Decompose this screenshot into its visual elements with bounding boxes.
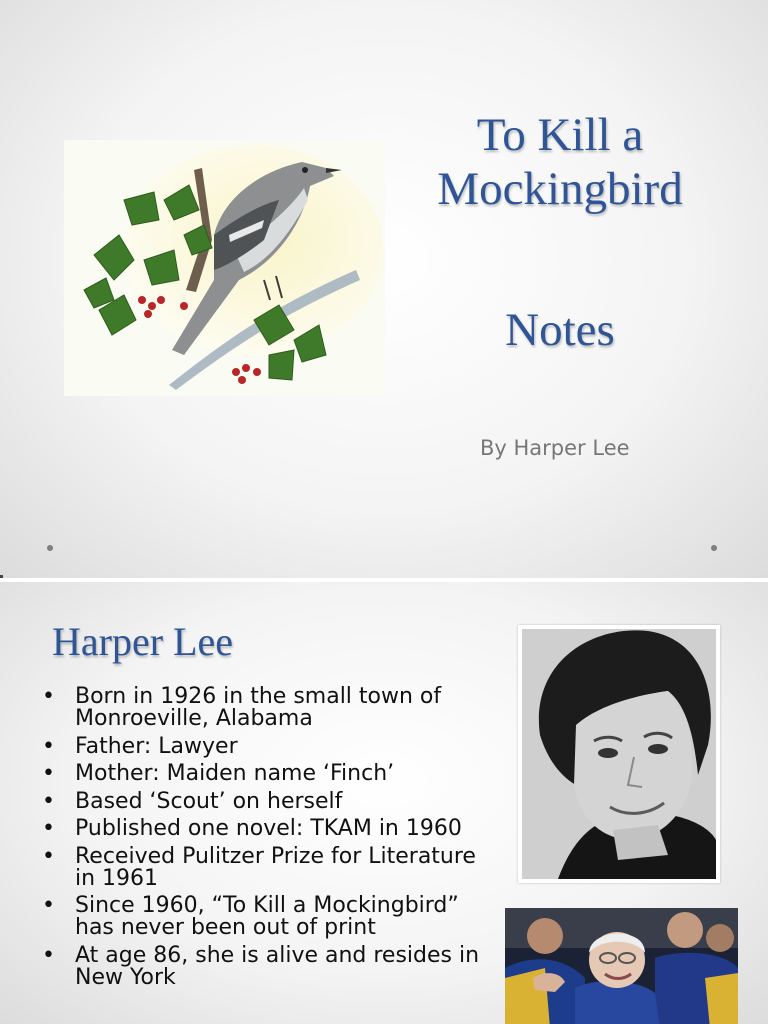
mockingbird-illustration bbox=[64, 140, 385, 396]
author-slide bbox=[0, 582, 768, 1024]
bullet-glyph: • bbox=[42, 893, 55, 918]
bullet-glyph: • bbox=[42, 788, 55, 814]
list-item bbox=[42, 843, 502, 891]
bullet-text: Published one novel: TKAM in 1960 bbox=[75, 816, 462, 841]
title-line-1: To Kill a bbox=[476, 109, 644, 161]
list-item bbox=[42, 818, 502, 840]
bullet-list bbox=[42, 686, 502, 994]
presentation-title bbox=[400, 108, 720, 216]
bullet-text: Mother: Maiden name ‘Finch’ bbox=[75, 761, 395, 786]
slide-heading: Harper Lee bbox=[52, 619, 233, 664]
bullet-glyph: • bbox=[42, 761, 55, 786]
bullet-glyph: • bbox=[42, 942, 55, 968]
list-item bbox=[42, 763, 502, 785]
bullet-glyph: • bbox=[42, 733, 55, 759]
list-item bbox=[42, 686, 502, 730]
bullet-text: Received Pulitzer Prize for Literature in 1961 bbox=[75, 843, 476, 891]
list-item bbox=[42, 788, 502, 814]
author-portrait-photo bbox=[518, 625, 720, 883]
title-line-2: Mockingbird bbox=[437, 163, 683, 215]
bullet-glyph: • bbox=[42, 843, 55, 869]
list-item bbox=[42, 942, 502, 990]
bullet-text: Based ‘Scout’ on herself bbox=[75, 788, 343, 814]
list-item bbox=[42, 895, 502, 939]
decorative-dot-right bbox=[711, 545, 717, 551]
bullet-text: Father: Lawyer bbox=[75, 733, 238, 759]
ceremony-photo bbox=[505, 908, 738, 1024]
presentation-subtitle: Notes bbox=[505, 304, 615, 356]
list-item bbox=[42, 733, 502, 759]
bullet-text: Born in 1926 in the small town of Monroeville, Alabama bbox=[75, 684, 442, 731]
decorative-dot-left bbox=[47, 545, 53, 551]
author-byline: By Harper Lee bbox=[480, 436, 630, 460]
bullet-glyph: • bbox=[42, 684, 55, 709]
bullet-glyph: • bbox=[42, 816, 55, 841]
bullet-text: Since 1960, “To Kill a Mockingbird” has never been out of print bbox=[75, 893, 459, 940]
bullet-text: At age 86, she is alive and resides in New York bbox=[75, 942, 480, 990]
